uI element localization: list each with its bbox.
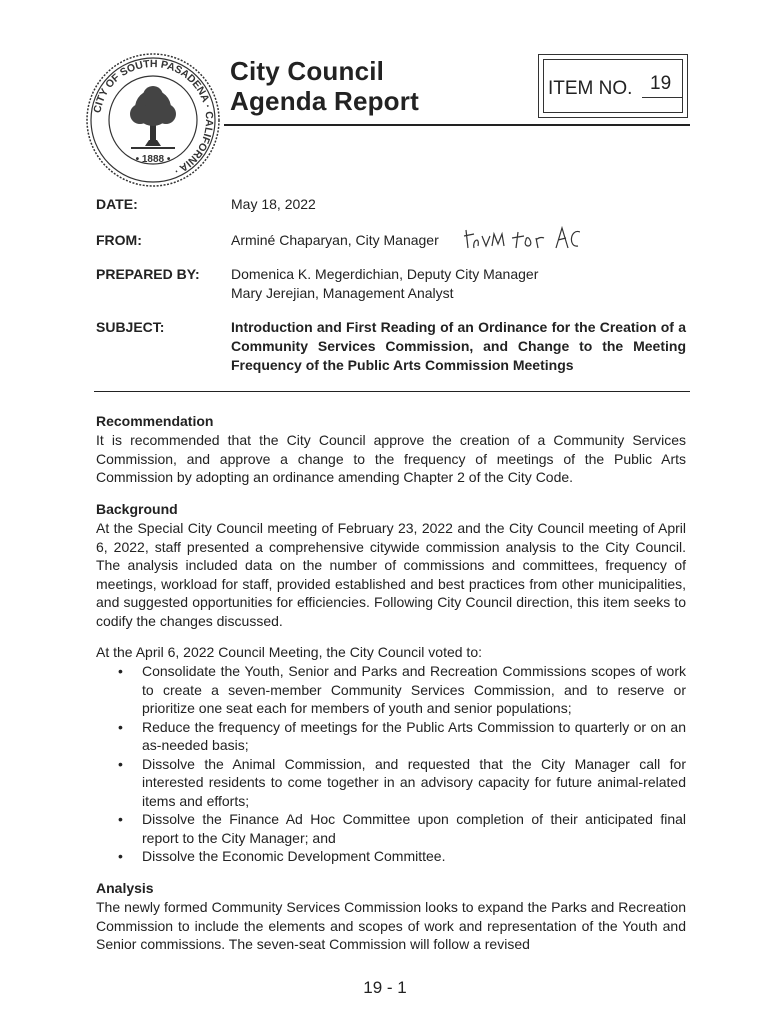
city-seal-logo [85, 52, 221, 188]
item-label: ITEM NO. [548, 78, 633, 99]
from-value: Arminé Chaparyan, City Manager [231, 232, 439, 248]
background-text: At the Special City Council meeting of February 23, 2022 and the City Council meeting of April 6, 2022, staff presented a comprehensive citywide commission analysis to the City Council. The analysis included data on the number of commissions and committees, frequency of meetings, workload for staff, provided established and best practices from other municipalities, and suggested opportunities for efficiencies. Following City Council direction, this item seeks to codify the changes discussed. [96, 520, 686, 629]
subject-rule [94, 391, 690, 392]
prepared-line1: Domenica K. Megerdichian, Deputy City Manager [231, 266, 539, 282]
item-number: 19 [650, 73, 672, 94]
from-label: FROM: [96, 232, 142, 248]
analysis-text: The newly formed Community Services Commission looks to expand the Parks and Recreation Commission to include the elements and scopes of work and representation of the Youth and Senior commissions. The seven-seat Commission will follow a revised [96, 899, 686, 952]
background-heading: Background [96, 501, 178, 517]
vote-list [96, 662, 686, 866]
svg-text:• 1888 •: • 1888 • [135, 154, 171, 165]
subject-value: Introduction and First Reading of an Ordinance for the Creation of a Community Services Commission, and Change to the Meeting Frequency of the Public Arts Commission Meetings [231, 319, 686, 373]
svg-text:CITY OF SOUTH PASADENA · CALIF: CITY OF SOUTH PASADENA · CALIFORNIA · [91, 57, 216, 178]
report-title-line1: City Council [230, 56, 385, 86]
list-item: • Dissolve the Economic Development Committee. [96, 847, 686, 866]
prepared-line2: Mary Jerejian, Management Analyst [231, 285, 454, 301]
list-item: • Consolidate the Youth, Senior and Parks and Recreation Commissions scopes of work to create a seven-member Community Services Commission, and to reserve or prioritize one seat each for members of youth and senior populations; [96, 662, 686, 718]
list-item: • Reduce the frequency of meetings for the Public Arts Commission to quarterly or on an as-needed basis; [96, 718, 686, 755]
vote-intro: At the April 6, 2022 Council Meeting, the City Council voted to: [96, 644, 482, 660]
page-number: 19 - 1 [363, 978, 407, 997]
date-value: May 18, 2022 [231, 196, 316, 212]
report-title-line2: Agenda Report [230, 86, 419, 116]
list-item: • Dissolve the Animal Commission, and requested that the City Manager call for interested residents to come together in an advisory capacity for future animal-related items and efforts; [96, 755, 686, 811]
list-item: • Dissolve the Finance Ad Hoc Committee upon completion of their anticipated final report to the City Manager; and [96, 810, 686, 847]
recommendation-heading: Recommendation [96, 413, 214, 429]
item-number-underline [642, 97, 682, 98]
analysis-heading: Analysis [96, 880, 154, 896]
recommendation-text: It is recommended that the City Council approve the creation of a Community Services Commission, and approve a change to the frequency of meetings of the Public Arts Commission by adopting an ordinance amending Chapter 2 of the City Code. [96, 432, 686, 485]
handwritten-signature [460, 222, 580, 254]
date-label: DATE: [96, 196, 138, 212]
prepared-label: PREPARED BY: [96, 266, 200, 282]
subject-label: SUBJECT: [96, 319, 165, 335]
header-rule [224, 124, 690, 126]
